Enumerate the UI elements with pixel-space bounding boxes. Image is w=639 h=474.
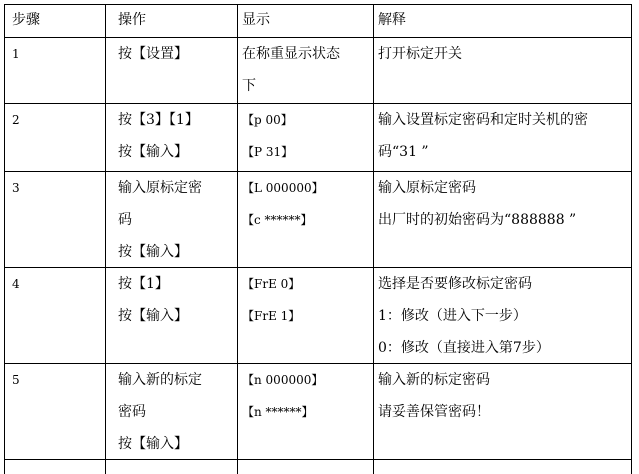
procedure-table — [4, 4, 632, 474]
row-4-display: 【FrE 0】 【FrE 1】 — [242, 277, 301, 323]
row-5-explanation: 输入新的标定密码 请妥善保管密码！ — [378, 372, 490, 420]
row-3-explanation: 输入原标定密码 出厂时的初始密码为“888888 ” — [378, 180, 577, 228]
header-display: 显示 — [242, 12, 270, 28]
row-1-display: 在称重显示状态 下 — [242, 46, 340, 94]
row-5-operation: 输入新的标定 密码 按【输入】 — [118, 372, 202, 452]
row-4-step: 4 — [12, 277, 20, 291]
row-1-step: 1 — [12, 47, 20, 61]
row-1-explanation: 打开标定开关 — [378, 46, 462, 62]
row-5-display: 【n 000000】 【n ******】 — [242, 373, 324, 419]
row-2-display: 【p 00】 【P 31】 — [242, 113, 294, 159]
row-2-operation: 按【3】【1】 按【输入】 — [118, 112, 199, 160]
header-step: 步骤 — [12, 12, 40, 28]
row-4-operation: 按【1】 按【输入】 — [118, 276, 188, 324]
row-3-operation: 输入原标定密 码 按【输入】 — [118, 180, 202, 260]
row-3-display: 【L 000000】 【c ******】 — [242, 181, 324, 227]
row-2-step: 2 — [12, 113, 20, 127]
row-5-step: 5 — [12, 373, 20, 387]
header-explanation: 解释 — [378, 12, 406, 28]
row-4-explanation: 选择是否要修改标定密码 1：修改（进入下一步） 0：修改（直接进入第7步） — [378, 276, 550, 356]
row-2-explanation: 输入设置标定密码和定时关机的密 码“31 ” — [378, 112, 588, 160]
row-3-step: 3 — [12, 181, 20, 195]
row-1-operation: 按【设置】 — [118, 46, 188, 62]
header-operation: 操作 — [118, 12, 146, 28]
